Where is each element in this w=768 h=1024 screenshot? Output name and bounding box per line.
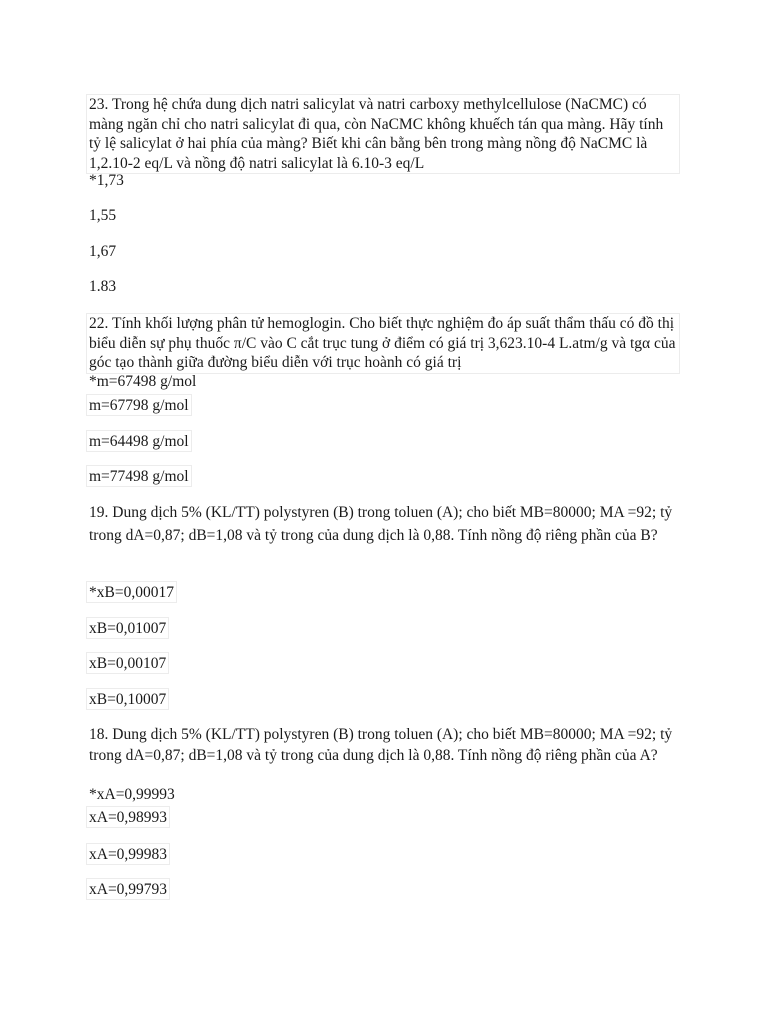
q19-option-1: *xB=0,00017 [86, 581, 177, 603]
q19-option-4: xB=0,10007 [86, 688, 169, 710]
q23-option-1: *1,73 [89, 172, 124, 189]
q18-option-4: xA=0,99793 [86, 878, 170, 900]
q23-option-2: 1,55 [89, 207, 117, 224]
q23-option-4: 1.83 [89, 278, 117, 295]
q22-option-4: m=77498 g/mol [86, 465, 192, 487]
q18-option-1: *xA=0,99993 [89, 786, 175, 803]
q18-option-3: xA=0,99983 [86, 843, 170, 865]
question-23-text: 23. Trong hệ chứa dung dịch natri salicylat và natri carboxy methylcellulose (NaCMC) có màng ngăn chỉ cho natri salicylat đi qua, còn NaCMC không khuếch tán qua màng. Hãy tính tỷ lệ salicylat ở hai phía của màng? Biết khi cân bằng bên trong màng nồng độ NaCMC là 1,2.10-2 eq/L và nồng độ natri salicylat là 6.10-3 eq/L [86, 94, 680, 174]
q19-option-3: xB=0,00107 [86, 652, 169, 674]
question-18-text: 18. Dung dịch 5% (KL/TT) polystyren (B) trong toluen (A); cho biết MB=80000; MA =92; tỷ trong dA=0,87; dB=1,08 và tỷ trong của dung dịch là 0,88. Tính nồng độ riêng phần của A? [89, 726, 673, 764]
question-22-text: 22. Tính khối lượng phân tử hemoglogin. Cho biết thực nghiệm đo áp suất thẩm thấu có đồ thị biểu diễn sự phụ thuốc π/C vào C cắt trục tung ở điểm có giá trị 3,623.10-4 L.atm/g và tgα của góc tạo thành giữa đường biểu diễn với trục hoành có giá trị [86, 313, 680, 374]
question-19-text: 19. Dung dịch 5% (KL/TT) polystyren (B) trong toluen (A); cho biết MB=80000; MA =92; tỷ trong dA=0,87; dB=1,08 và tỷ trong của dung dịch là 0,88. Tính nồng độ riêng phần của B? [89, 504, 673, 544]
q23-option-3: 1,67 [89, 243, 117, 260]
q22-option-2: m=67798 g/mol [86, 394, 192, 416]
q18-option-2: xA=0,98993 [86, 806, 170, 828]
q22-option-3: m=64498 g/mol [86, 430, 192, 452]
q19-option-2: xB=0,01007 [86, 617, 169, 639]
q22-option-1: *m=67498 g/mol [89, 373, 197, 390]
